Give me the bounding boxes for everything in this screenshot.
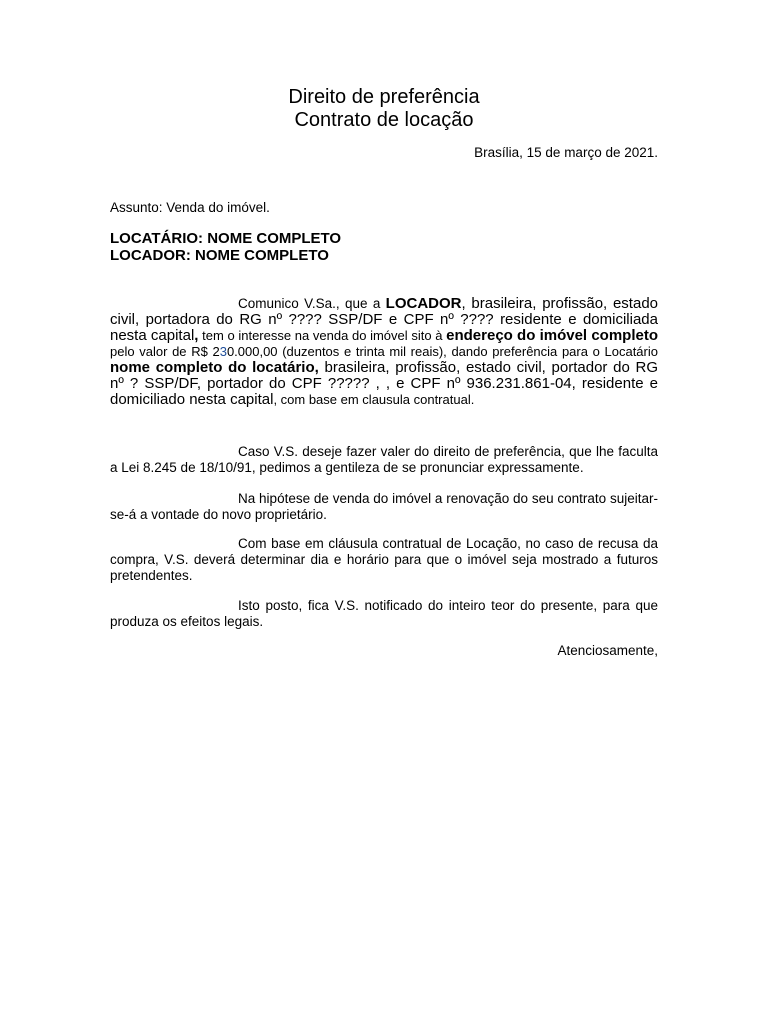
paragraph-notice: [110, 296, 658, 408]
paragraph-conclusion: [110, 598, 658, 630]
p1-text-9: 0.000,00 (duzentos e trinta mil reais), dando preferência para o Locatário: [226, 344, 658, 359]
title-line-2: Contrato de locação: [294, 109, 474, 131]
p1-text-7: pelo valor de R$ 2: [110, 344, 220, 359]
date-line: Brasília, 15 de março de 2021.: [474, 145, 658, 160]
p1-text-11: brasileira, profissão, estado civil, portador do RG nº ? SSP/DF, portador do CPF ????? , , e CPF nº 936.231.861-04, residente e domiciliado nesta capital: [110, 359, 658, 408]
closing-line: Atenciosamente,: [557, 643, 658, 658]
parties-block: [110, 230, 341, 264]
p2-text: Caso V.S. deseje fazer valer do direito de preferência, que lhe faculta a Lei 8.245 de 18/10/91, pedimos a gentileza de se pronunciar expressamente.: [110, 444, 658, 475]
locador-line: LOCADOR: NOME COMPLETO: [110, 247, 329, 264]
p1-highlight-digit: 3: [219, 344, 227, 359]
p1-text-5: tem o interesse na venda do imóvel sito à: [198, 328, 447, 343]
p1-text-3: , brasileira, profissão, estado civil, portadora do RG nº ???? SSP/DF e CPF nº ???? residente e domiciliada nesta capital: [110, 295, 659, 344]
p1-text-12: , com base em clausula contratual.: [273, 392, 475, 407]
p5-text: Isto posto, fica V.S. notificado do inteiro teor do presente, para que produza os efeitos legais.: [110, 598, 658, 629]
locatario-line: LOCATÁRIO: NOME COMPLETO: [110, 230, 342, 247]
document-title: [0, 86, 768, 132]
paragraph-sale-hypothesis: [110, 491, 658, 523]
p1-address-bold: endereço do imóvel completo: [446, 327, 658, 344]
p1-text-1: Comunico V.Sa., que a: [238, 296, 386, 311]
p1-comma-bold: ,: [194, 327, 199, 344]
paragraph-refusal: [110, 536, 658, 584]
paragraph-preference-right: [110, 444, 658, 476]
subject-line: Assunto: Venda do imóvel.: [110, 200, 270, 215]
p1-locador-bold: LOCADOR: [385, 295, 462, 312]
title-line-1: Direito de preferência: [288, 86, 480, 108]
p1-locatario-bold: nome completo do locatário,: [110, 359, 319, 376]
p4-text: Com base em cláusula contratual de Locação, no caso de recusa da compra, V.S. deverá determinar dia e horário para que o imóvel seja mostrado a futuros pretendentes.: [110, 536, 658, 583]
p3-text: Na hipótese de venda do imóvel a renovação do seu contrato sujeitar-se-á a vontade do novo proprietário.: [110, 491, 658, 522]
